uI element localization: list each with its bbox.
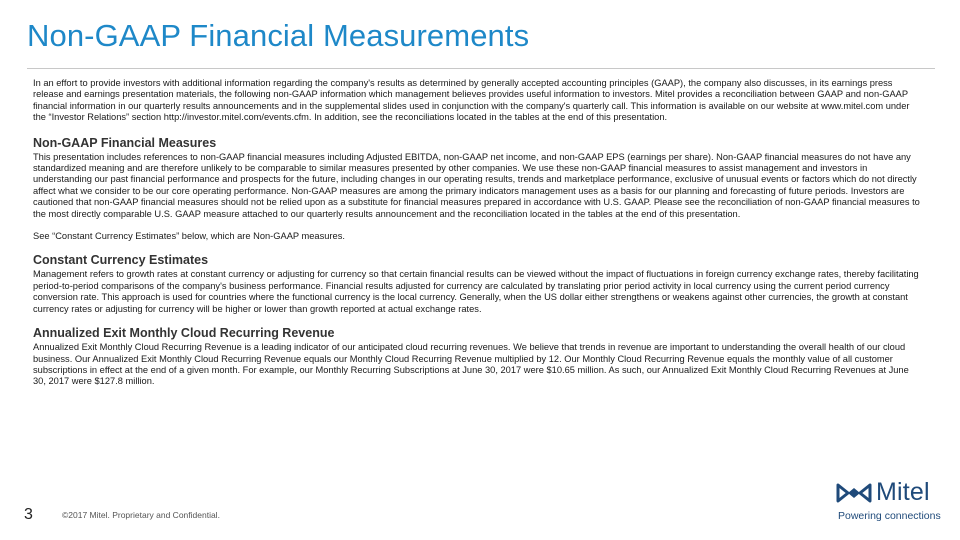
section-cloud-recurring-revenue: [33, 326, 921, 388]
section-heading: Annualized Exit Monthly Cloud Recurring Revenue: [33, 326, 335, 341]
title-divider: [27, 68, 935, 69]
section-heading: Non-GAAP Financial Measures: [33, 135, 217, 150]
section-body: Annualized Exit Monthly Cloud Recurring Revenue is a leading indicator of our anticipated cloud recurring revenues. We believe that trends in revenue are important to understanding the overall health of our cloud business. Our Annualized Exit Monthly Cloud Recurring Revenue equals our Monthly Cloud Recurring Revenue multiplied by 12. Our Monthly Cloud Recurring Revenue equals the monthly value of all customer subscriptions in effect at the end of a given month. For example, our Monthly Recurring Subscriptions at June 30, 2017 were $10.65 million. As such, our Annualized Exit Monthly Cloud Recurring Revenues at June 30, 2017 were $127.8 million.: [33, 342, 909, 387]
section-body: This presentation includes references to non-GAAP financial measures including Adjusted EBITDA, non-GAAP net income, and non-GAAP EPS (earnings per share). Non-GAAP financial measures do not have any standardized meaning and are therefore unlikely to be comparable to similar measures presented by other companies. We use these non-GAAP financial measures to assist management and investors in understanding our past financial performance and prospects for the future, including changes in our operating results, trends and marketplace performance, exclusive of unusual events or factors which do not directly affect what we consider to be our core operating performance. Non-GAAP measures are among the primary indicators management uses as a basis for our planning and forecasting of future periods. Investors are cautioned that non-GAAP financial measures should not be relied upon as a substitute for financial measures prepared in accordance with U.S. GAAP. Please see the reconciliation of non-GAAP financial measures to the most directly comparable U.S. GAAP measure attached to our quarterly results announcement and the reconciliation located in the tables at the end of this presentation.: [33, 151, 920, 219]
page-title: Non-GAAP Financial Measurements: [27, 18, 530, 53]
section-constant-currency: [33, 253, 921, 315]
page-number: 3: [24, 506, 33, 523]
section-non-gaap-measures: [33, 136, 921, 243]
mitel-bowtie-icon: [836, 483, 872, 503]
section-heading: Constant Currency Estimates: [33, 253, 209, 268]
main-content: [33, 78, 921, 399]
logo-wordmark: Mitel: [876, 478, 930, 506]
intro-paragraph: In an effort to provide investors with additional information regarding the company's results as determined by generally accepted accounting principles (GAAP), the company also discusses, in its earnings press release and earnings presentation materials, the following non-GAAP information which management believes provides useful information to investors. Mitel provides a reconciliation between GAAP and non-GAAP financial information in our quarterly results announcements and in the supplemental slides used in conjunction with the company's quarterly call. This information is available on our website at www.mitel.com under the “Investor Relations” section http://investor.mitel.com/events.cfm. In addition, see the reconciliations located in the tables at the end of this presentation.: [33, 78, 910, 123]
mitel-logo: [836, 480, 940, 506]
copyright-text: ©2017 Mitel. Proprietary and Confidential.: [62, 510, 220, 520]
section-body: Management refers to growth rates at constant currency or adjusting for currency so that certain financial results can be viewed without the impact of fluctuations in foreign currency exchange rates, thereby facilitating period-to-period comparisons of the company's business performance. Financial results adjusted for currency are calculated by translating prior period activity in local currency using the current period currency conversion rate. This approach is used for countries where the functional currency is the local currency. Generally, when the US dollar either strengthens or weakens against other currencies, the growth at constant currency rates or adjusting for currency will be higher or lower than growth reported at actual exchange rates.: [33, 269, 919, 314]
section-note: See “Constant Currency Estimates” below, which are Non-GAAP measures.: [33, 231, 345, 242]
logo-tagline: Powering connections: [838, 510, 941, 522]
